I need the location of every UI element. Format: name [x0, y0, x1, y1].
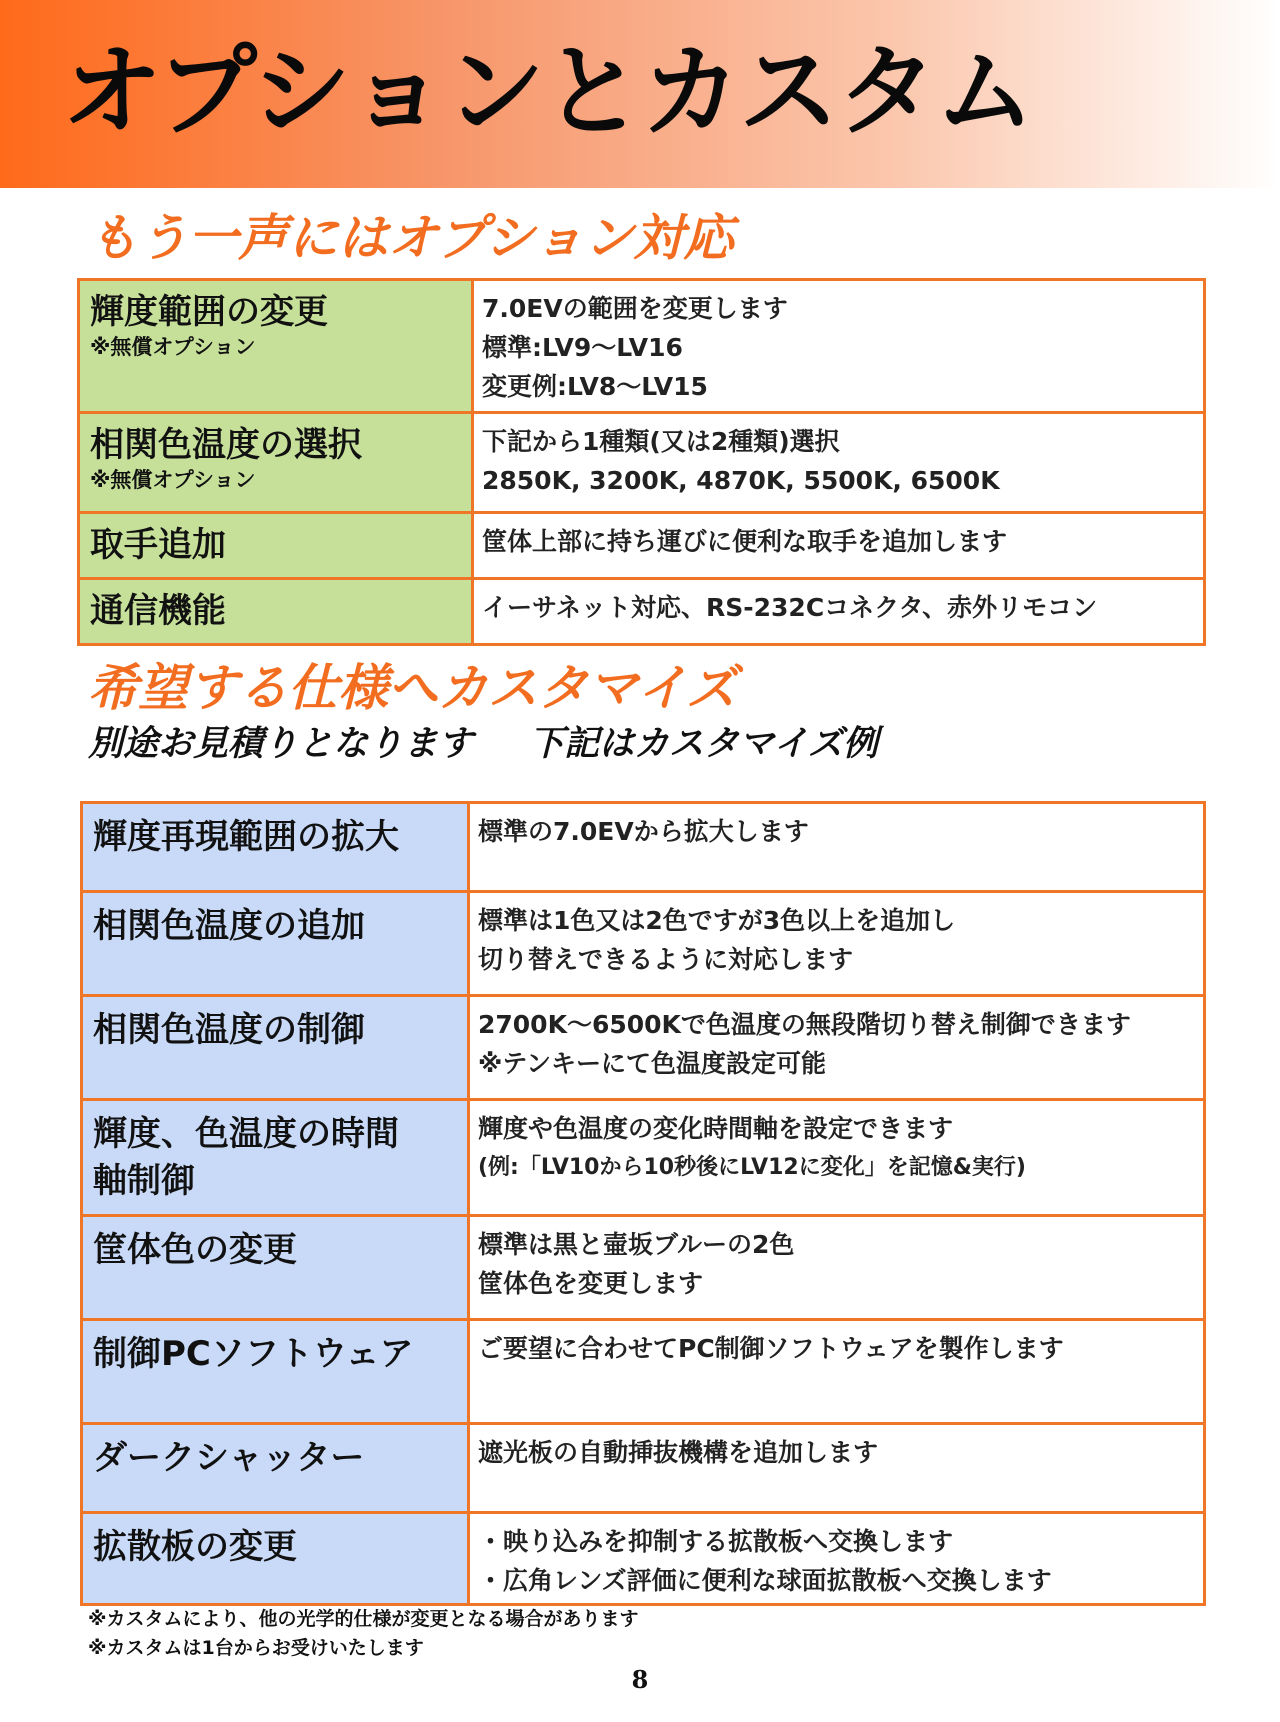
row-description — [470, 1425, 1203, 1511]
title-banner — [0, 0, 1280, 188]
row-label-text: 相関色温度の選択 — [90, 425, 362, 465]
row-label — [83, 804, 470, 890]
description-line: ・広角レンズ評価に便利な球面拡散板へ交換します — [478, 1566, 1052, 1595]
row-label-text: 取手追加 — [90, 525, 226, 565]
description-line: 2700K〜6500Kで色温度の無段階切り替え制御できます — [478, 1010, 1131, 1039]
description-line: 切り替えできるように対応します — [478, 945, 854, 974]
description-line: (例:「LV10から10秒後にLV12に変化」を記憶&実行) — [478, 1155, 1026, 1180]
row-description — [470, 893, 1203, 994]
row-label-text: 輝度再現範囲の拡大 — [93, 817, 399, 857]
row-label — [80, 281, 474, 411]
row-label — [83, 997, 470, 1098]
description-line: 筐体上部に持ち運びに便利な取手を追加します — [482, 527, 1008, 556]
table-row — [83, 1514, 1203, 1606]
description-line: ※テンキーにて色温度設定可能 — [478, 1049, 827, 1078]
description-line: 遮光板の自動挿抜機構を追加します — [478, 1438, 879, 1467]
description-line: ・映り込みを抑制する拡散板へ交換します — [478, 1527, 954, 1556]
table-row — [80, 514, 1203, 580]
row-description — [470, 1217, 1203, 1318]
row-description — [474, 281, 1203, 411]
table-row — [83, 997, 1203, 1101]
row-label — [83, 1514, 470, 1603]
row-label-text: 相関色温度の追加 — [93, 906, 365, 946]
description-line: 標準は1色又は2色ですが3色以上を追加し — [478, 906, 956, 935]
row-label-text: 通信機能 — [90, 591, 226, 631]
description-line: 標準の7.0EVから拡大します — [478, 817, 809, 846]
table-row — [83, 1101, 1203, 1217]
description-line: 標準:LV9〜LV16 — [482, 333, 683, 362]
row-label-text: 相関色温度の制御 — [93, 1010, 365, 1050]
custom-table — [80, 801, 1206, 1606]
description-line: 7.0EVの範囲を変更します — [482, 294, 788, 323]
page-number: 8 — [631, 1665, 649, 1694]
row-label — [83, 1321, 470, 1422]
row-label — [83, 1217, 470, 1318]
row-description — [474, 580, 1203, 643]
description-line: イーサネット対応、RS-232Cコネクタ、赤外リモコン — [482, 593, 1098, 622]
footnote: ※カスタムにより、他の光学的仕様が変更となる場合があります — [88, 1608, 639, 1630]
footnote: ※カスタムは1台からお受けいたします — [88, 1637, 424, 1659]
description-line: 筐体色を変更します — [478, 1269, 704, 1298]
row-description — [474, 514, 1203, 577]
table-row — [83, 1425, 1203, 1514]
custom-section-title: 希望する仕様へカスタマイズ — [88, 659, 737, 717]
row-label-text: ダークシャッター — [93, 1438, 365, 1478]
table-row — [83, 1321, 1203, 1425]
description-line: ご要望に合わせてPC制御ソフトウェアを製作します — [478, 1334, 1064, 1363]
subtitle-examples: 下記はカスタマイズ例 — [529, 724, 878, 764]
table-row — [80, 580, 1203, 646]
row-label — [80, 414, 474, 511]
footnotes — [88, 1605, 638, 1663]
row-label — [80, 514, 474, 577]
row-description — [470, 1321, 1203, 1422]
row-label-text: 筐体色の変更 — [93, 1230, 297, 1270]
description-line: 下記から1種類(又は2種類)選択 — [482, 427, 840, 456]
row-note: ※無償オプション — [90, 468, 256, 492]
subtitle-estimate: 別途お見積りとなります — [88, 724, 474, 764]
row-label — [83, 1101, 470, 1214]
description-line: 輝度や色温度の変化時間軸を設定できます — [478, 1114, 954, 1143]
options-section-title: もう一声にはオプション対応 — [88, 209, 734, 267]
options-table — [77, 278, 1206, 646]
description-line: 標準は黒と壷坂ブルーの2色 — [478, 1230, 795, 1259]
row-label-text: 拡散板の変更 — [93, 1527, 297, 1567]
row-description — [470, 1514, 1203, 1603]
table-row — [80, 281, 1203, 414]
row-label-text: 軸制御 — [93, 1161, 195, 1201]
row-description — [474, 414, 1203, 511]
row-description — [470, 804, 1203, 890]
table-row — [80, 414, 1203, 514]
description-line: 2850K, 3200K, 4870K, 5500K, 6500K — [482, 466, 1000, 495]
row-label-text: 輝度範囲の変更 — [90, 292, 328, 332]
row-description — [470, 1101, 1203, 1214]
row-note: ※無償オプション — [90, 335, 256, 359]
custom-subtitle — [88, 722, 878, 766]
row-label — [80, 580, 474, 643]
row-label-text: 制御PCソフトウェア — [93, 1334, 414, 1374]
row-description — [470, 997, 1203, 1098]
table-row — [83, 893, 1203, 997]
row-label — [83, 1425, 470, 1511]
description-line: 変更例:LV8〜LV15 — [482, 372, 708, 401]
table-row — [83, 1217, 1203, 1321]
table-row — [83, 804, 1203, 893]
page-title: オプションとカスタム — [62, 33, 1033, 150]
row-label — [83, 893, 470, 994]
row-label-text: 輝度、色温度の時間 — [93, 1114, 399, 1154]
